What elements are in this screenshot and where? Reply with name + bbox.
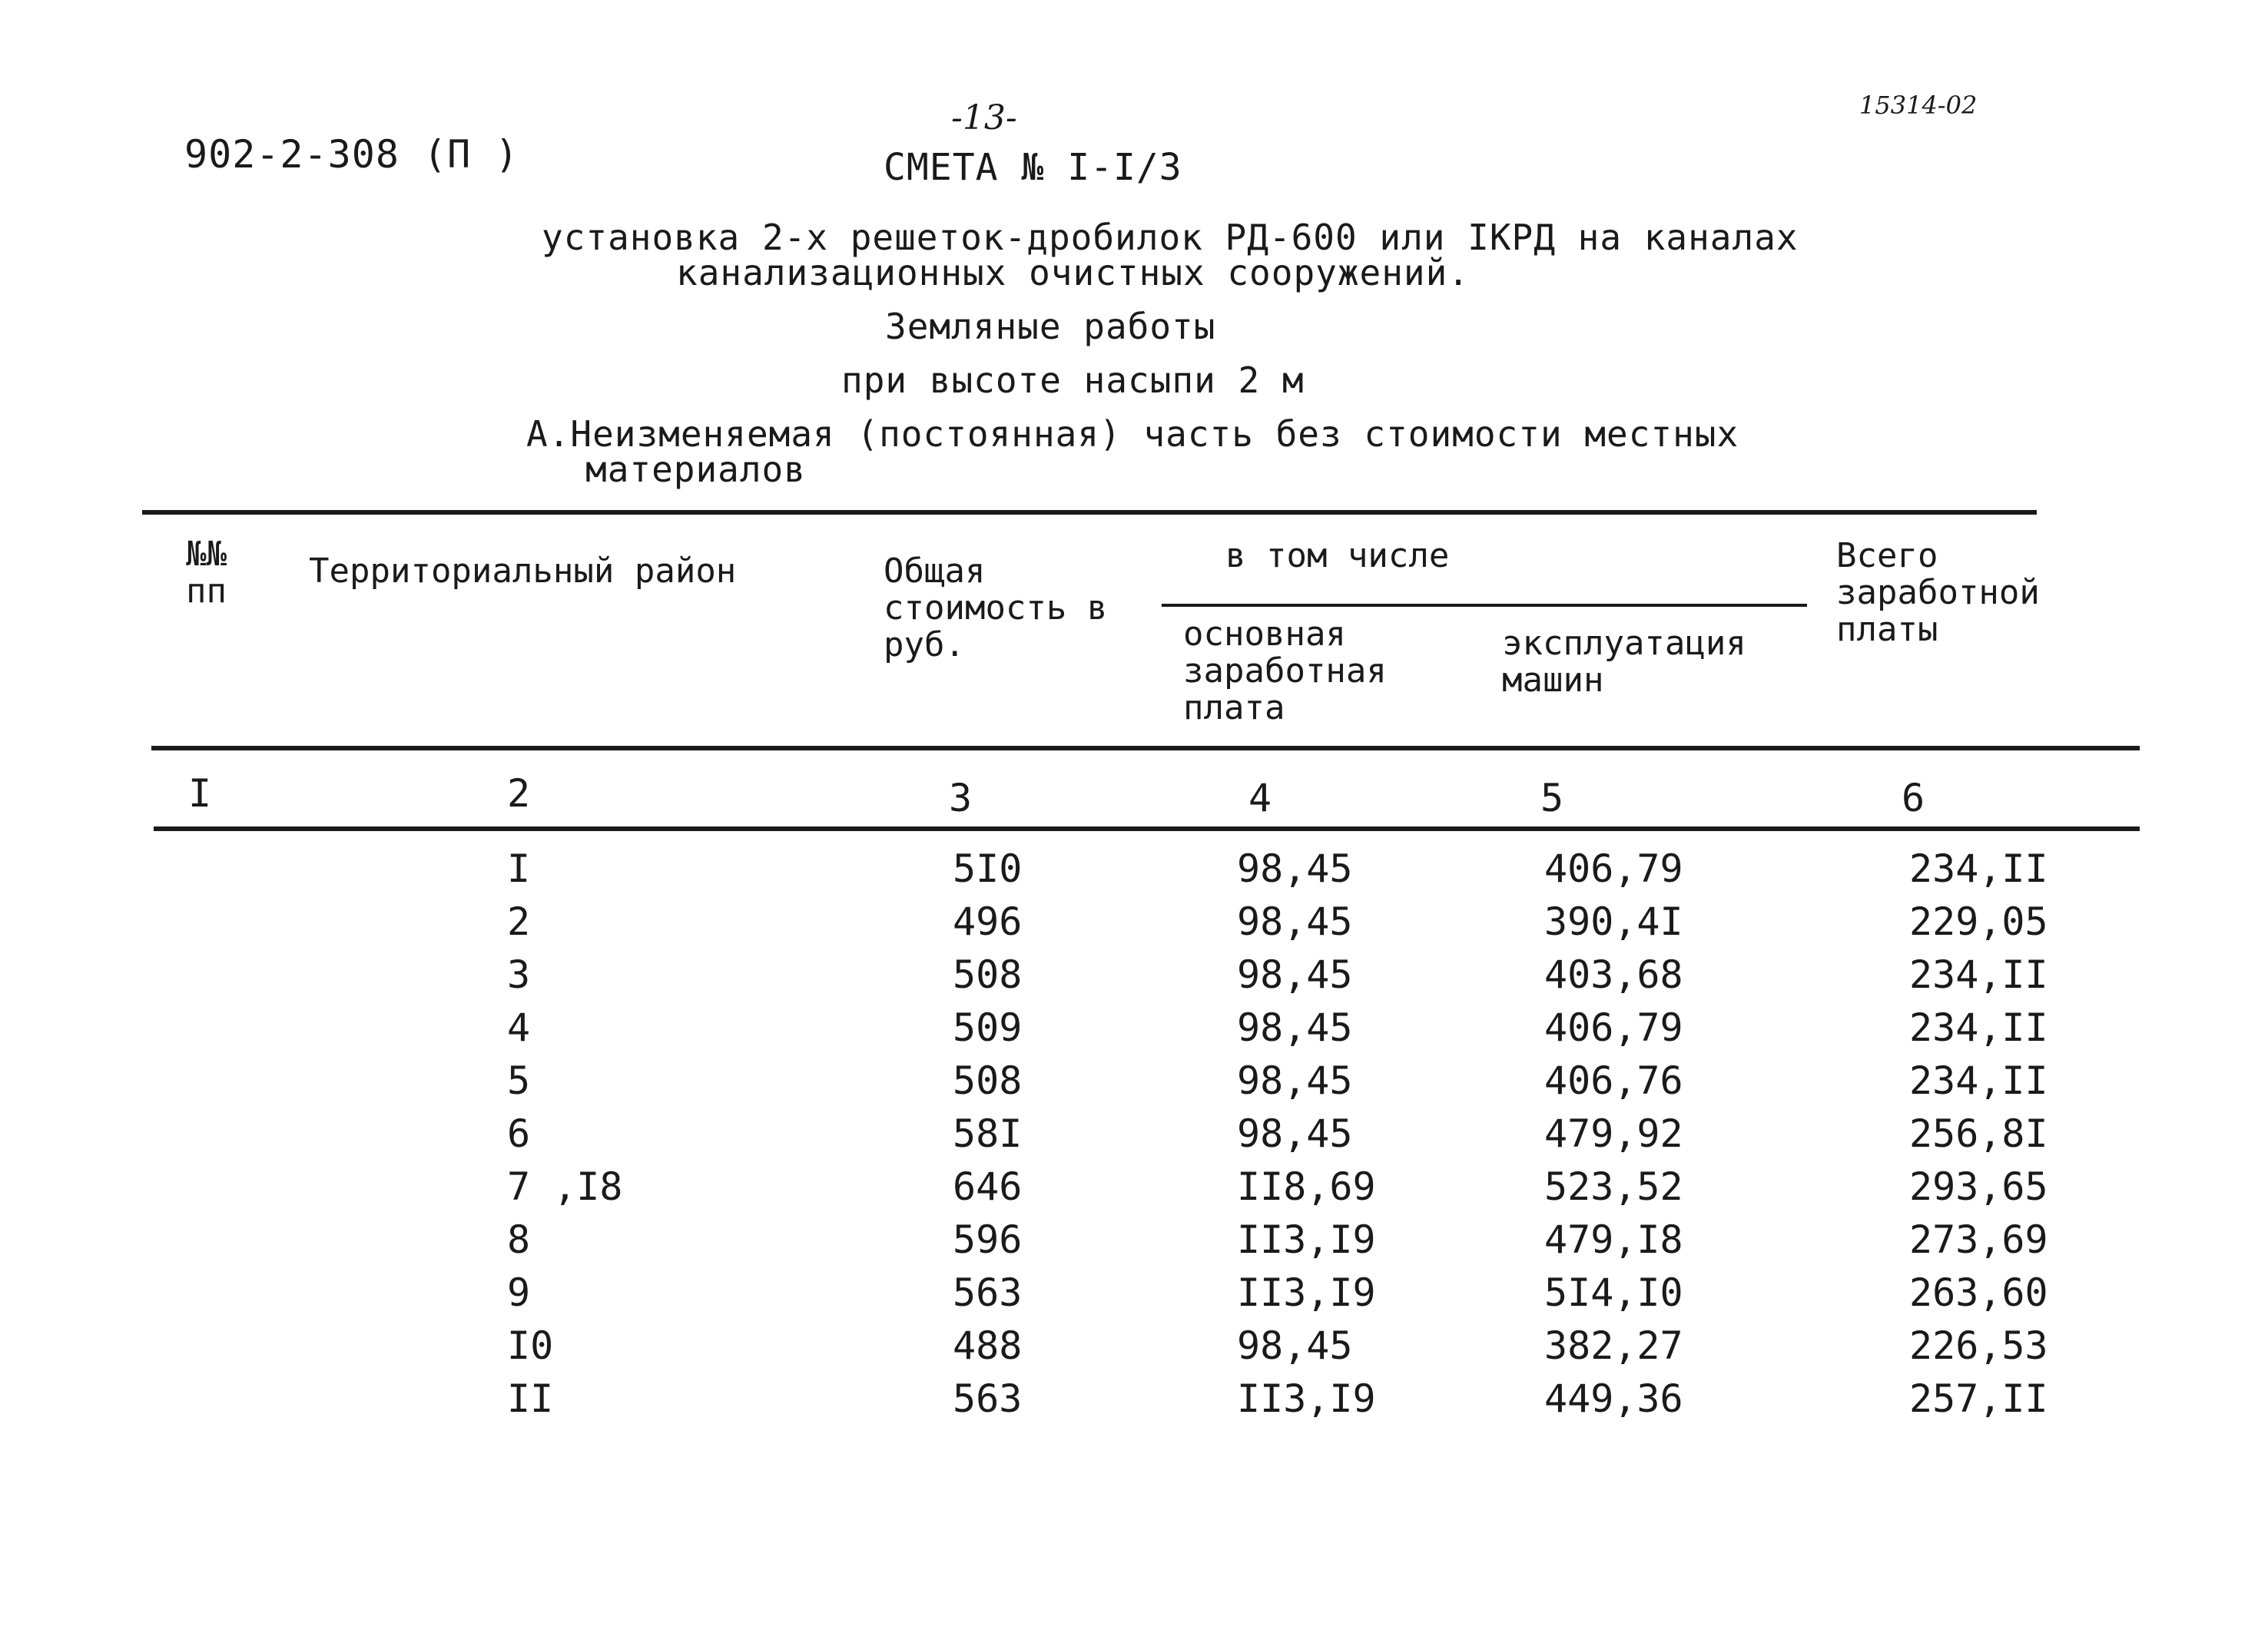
cell-total-cost: 488: [953, 1323, 1023, 1368]
cell-total-wage: 257,II: [1909, 1376, 2048, 1421]
table-row: [0, 1376, 2268, 1423]
cell-machine-operation: 479,92: [1544, 1111, 1683, 1156]
cell-machine-operation: 523,52: [1544, 1164, 1683, 1209]
table-row: [0, 1005, 2268, 1052]
cell-machine-operation: 406,76: [1544, 1058, 1683, 1103]
cell-total-wage: 234,II: [1909, 1058, 2048, 1103]
header-num: №№ пп: [186, 535, 227, 611]
header-basic-wage: основная заработная плата: [1183, 614, 1387, 727]
column-number-5: 5: [1540, 776, 1564, 820]
cell-district: I0: [507, 1323, 554, 1368]
header-including: в том числе: [1225, 536, 1450, 575]
cell-basic-wage: 98,45: [1237, 846, 1353, 891]
page-number: -13-: [951, 98, 1017, 137]
part-title-line-2: материалов: [585, 449, 806, 490]
cell-district: 2: [507, 899, 531, 944]
column-number-1: I: [188, 771, 212, 816]
column-number-6: 6: [1902, 776, 1925, 820]
cell-machine-operation: 5I4,I0: [1544, 1270, 1683, 1315]
header-machine-operation: эксплуатация машин: [1502, 624, 1746, 700]
cell-machine-operation: 390,4I: [1544, 899, 1683, 944]
cell-district: 4: [507, 1005, 531, 1050]
cell-total-cost: 563: [953, 1270, 1023, 1315]
cell-machine-operation: 479,I8: [1544, 1217, 1683, 1262]
cell-district: I: [507, 846, 531, 891]
header-total-wage: Всего заработной платы: [1836, 536, 2040, 649]
table-row: [0, 1217, 2268, 1264]
cell-district: 8: [507, 1217, 531, 1262]
cell-district: 9: [507, 1270, 531, 1315]
cell-total-cost: 646: [953, 1164, 1023, 1209]
table-row: [0, 1323, 2268, 1370]
header-total-cost: Общая стоимость в руб.: [884, 552, 1108, 664]
cell-district: 5: [507, 1058, 531, 1103]
cell-machine-operation: 382,27: [1544, 1323, 1683, 1368]
including-rule: [1162, 604, 1807, 607]
cell-total-wage: 256,8I: [1909, 1111, 2048, 1156]
table-top-rule: [142, 510, 2037, 515]
cell-basic-wage: II8,69: [1237, 1164, 1376, 1209]
table-row: [0, 1270, 2268, 1317]
cell-machine-operation: 449,36: [1544, 1376, 1683, 1421]
column-number-2: 2: [507, 771, 531, 816]
cell-total-wage: 229,05: [1909, 899, 2048, 944]
cell-district: 6: [507, 1111, 531, 1156]
cell-total-wage: 234,II: [1909, 1005, 2048, 1050]
cell-district: 3: [507, 952, 531, 997]
cell-total-wage: 234,II: [1909, 846, 2048, 891]
cell-basic-wage: II3,I9: [1237, 1270, 1376, 1315]
cell-total-wage: 234,II: [1909, 952, 2048, 997]
cell-total-cost: 563: [953, 1376, 1023, 1421]
condition-text: при высоте насыпи 2 м: [841, 359, 1305, 401]
cell-total-cost: 509: [953, 1005, 1023, 1050]
column-number-3: 3: [949, 776, 973, 820]
cell-total-cost: 508: [953, 1058, 1023, 1103]
cell-basic-wage: 98,45: [1237, 1005, 1353, 1050]
cell-basic-wage: II3,I9: [1237, 1217, 1376, 1262]
cell-basic-wage: 98,45: [1237, 1323, 1353, 1368]
section-title: Земляные работы: [885, 306, 1216, 347]
cell-machine-operation: 406,79: [1544, 1005, 1683, 1050]
cell-machine-operation: 406,79: [1544, 846, 1683, 891]
cell-basic-wage: II3,I9: [1237, 1376, 1376, 1421]
document-number: 902-2-308 (П ): [184, 132, 519, 177]
cell-total-cost: 508: [953, 952, 1023, 997]
cell-basic-wage: 98,45: [1237, 1111, 1353, 1156]
table-row: [0, 899, 2268, 946]
subtitle-line-1: установка 2-х решеток-дробилок РД-600 или IКРД на каналах: [542, 217, 1799, 258]
archive-number: 15314-02: [1859, 91, 1978, 120]
cell-total-cost: 58I: [953, 1111, 1023, 1156]
table-row: [0, 1111, 2268, 1158]
cell-total-wage: 263,60: [1909, 1270, 2048, 1315]
cell-total-wage: 293,65: [1909, 1164, 2048, 1209]
cell-basic-wage: 98,45: [1237, 1058, 1353, 1103]
table-row: [0, 846, 2268, 893]
table-row: [0, 1164, 2268, 1211]
cell-machine-operation: 403,68: [1544, 952, 1683, 997]
cell-total-cost: 496: [953, 899, 1023, 944]
table-row: [0, 1058, 2268, 1105]
table-row: [0, 952, 2268, 999]
cell-total-cost: 5I0: [953, 846, 1023, 891]
header-bottom-rule: [151, 746, 2140, 750]
cell-basic-wage: 98,45: [1237, 952, 1353, 997]
part-title-line-1: А.Неизменяемая (постоянная) часть без стоимости местных: [526, 413, 1739, 455]
column-numbers-rule: [154, 826, 2140, 831]
subtitle-line-2: канализационных очистных сооружений.: [676, 252, 1470, 293]
cell-total-wage: 273,69: [1909, 1217, 2048, 1262]
header-district: Территориальный район: [309, 552, 737, 591]
column-number-4: 4: [1248, 776, 1272, 820]
document-title: СМЕТА № I-I/3: [884, 146, 1182, 189]
cell-basic-wage: 98,45: [1237, 899, 1353, 944]
cell-district: 7 ,I8: [507, 1164, 623, 1209]
cell-district: II: [507, 1376, 554, 1421]
cell-total-wage: 226,53: [1909, 1323, 2048, 1368]
cell-total-cost: 596: [953, 1217, 1023, 1262]
